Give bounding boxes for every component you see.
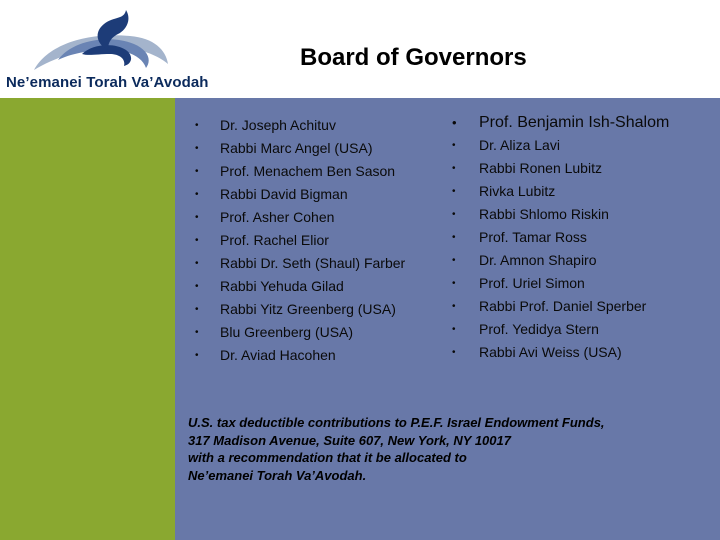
bullet-icon: • [452,301,456,312]
member-name: Prof. Menachem Ben Sason [220,163,396,179]
bullet-icon: • [195,166,199,177]
bullet-icon: • [195,281,199,292]
list-item [452,272,720,295]
bullet-icon: • [452,209,456,220]
donation-note [188,414,713,484]
bullet-icon: • [195,235,199,246]
list-item [452,157,720,180]
list-item [195,344,445,367]
bullet-icon: • [195,304,199,315]
green-side-bar [0,98,175,540]
bullet-icon: • [195,327,199,338]
bullet-icon: • [452,232,456,243]
bullet-icon: • [195,189,199,200]
list-item [452,112,720,134]
header [0,0,720,98]
bullet-icon: • [452,163,456,174]
bullet-icon: • [452,255,456,266]
list-item [195,298,445,321]
list-item [452,203,720,226]
member-name: Rabbi Prof. Daniel Sperber [479,298,647,314]
member-name: Blu Greenberg (USA) [220,324,354,340]
bullet-icon: • [452,278,456,289]
member-name: Rabbi David Bigman [220,186,348,202]
list-item [452,249,720,272]
list-item [195,206,445,229]
bullet-icon: • [195,258,199,269]
list-item [452,226,720,249]
list-item [195,114,445,137]
donation-note-line: with a recommendation that it be allocated to [188,450,467,465]
bullet-icon: • [452,347,456,358]
list-item [452,341,720,364]
brand-name: Ne’emanei Torah Va’Avodah [6,74,209,91]
right-member-list [452,112,720,364]
member-name: Prof. Asher Cohen [220,209,335,225]
list-item [452,318,720,341]
logo-swirl-icon [30,4,170,74]
member-name: Dr. Aviad Hacohen [220,347,336,363]
bullet-icon: • [195,350,199,361]
member-name: Prof. Rachel Elior [220,232,329,248]
member-name: Rabbi Ronen Lubitz [479,160,602,176]
list-item [452,295,720,318]
member-name: Prof. Benjamin Ish-Shalom [479,114,670,131]
bullet-icon: • [195,212,199,223]
donation-note-line: Ne’emanei Torah Va’Avodah. [188,467,367,483]
list-item [452,134,720,157]
member-name: Prof. Yedidya Stern [479,321,599,337]
bullet-icon: • [195,143,199,154]
member-name: Rabbi Shlomo Riskin [479,206,609,222]
page-title: Board of Governors [300,44,527,71]
list-item [195,229,445,252]
list-item [195,160,445,183]
member-name: Rabbi Dr. Seth (Shaul) Farber [220,255,406,271]
member-name: Dr. Joseph Achituv [220,117,336,133]
member-name: Prof. Tamar Ross [479,229,587,245]
member-name: Dr. Aliza Lavi [479,137,560,153]
member-name: Rabbi Marc Angel (USA) [220,140,373,156]
member-name: Rabbi Yehuda Gilad [220,278,344,294]
list-item [195,321,445,344]
bullet-icon: • [195,120,199,131]
list-item [195,137,445,160]
member-name: Rivka Lubitz [479,183,556,199]
member-name: Rabbi Yitz Greenberg (USA) [220,301,396,317]
list-item [452,180,720,203]
bullet-icon: • [452,140,456,151]
list-item [195,252,445,275]
bullet-icon: • [452,115,457,130]
list-item [195,275,445,298]
donation-note-line: 317 Madison Avenue, Suite 607, New York, NY 10017 [188,432,511,448]
donation-note-line: U.S. tax deductible contributions to P.E.F. Israel Endowment Funds, [188,415,605,430]
list-item [195,183,445,206]
bullet-icon: • [452,324,456,335]
bullet-icon: • [452,186,456,197]
member-name: Dr. Amnon Shapiro [479,252,597,268]
left-member-list [195,114,445,367]
member-name: Prof. Uriel Simon [479,275,585,291]
member-name: Rabbi Avi Weiss (USA) [479,344,622,360]
